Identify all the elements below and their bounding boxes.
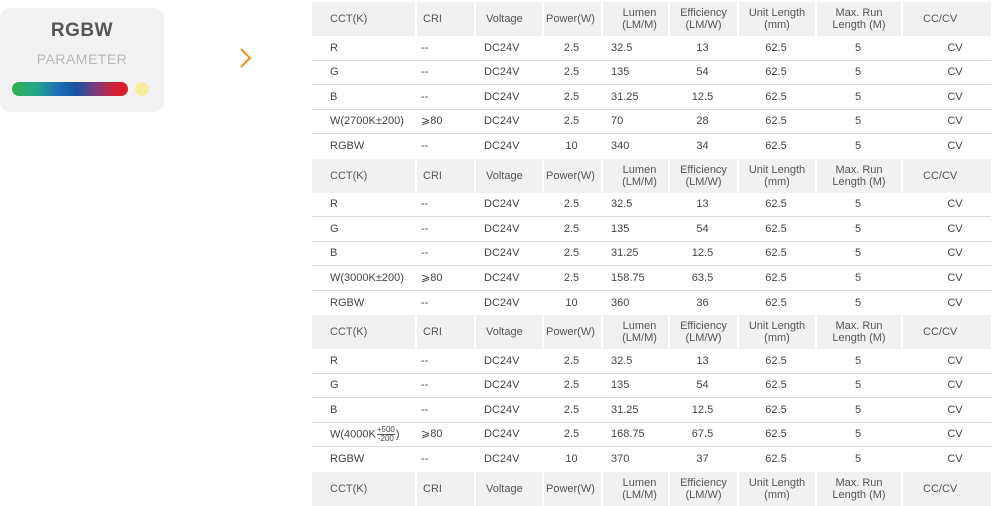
header-cct: CCT(K) (330, 169, 368, 182)
table-cell: 62.5 (765, 428, 787, 441)
table-row (312, 423, 991, 448)
table-cell: B (330, 247, 338, 260)
table-cell: DC24V (484, 296, 520, 309)
table-cell: 32.5 (611, 354, 633, 367)
table-cell: 12.5 (691, 90, 714, 103)
table-cell: 5 (854, 222, 862, 235)
table-cell: CV (947, 379, 963, 392)
table-row (312, 36, 991, 61)
table-cell: 62.5 (765, 140, 787, 153)
table-cell: 67.5 (691, 428, 714, 441)
header-voltage: Voltage (474, 2, 542, 36)
tolerance-fraction: $\frac{+500}{-200}$ (376, 424, 395, 443)
table-header-row (312, 472, 991, 506)
header-lumen: Lumen (LM/M) (601, 2, 668, 36)
table-cell: 2.5 (563, 271, 580, 284)
table-cell: 5 (854, 296, 862, 309)
table-cell: 62.5 (765, 115, 787, 128)
table-cell: 62.5 (765, 354, 787, 367)
table-cell: 5 (854, 428, 862, 441)
table-cell: W(2700K±200) (330, 115, 404, 128)
table-cell: -- (421, 403, 429, 416)
table-cell: CV (947, 41, 963, 54)
header-cri: CRI (415, 315, 474, 349)
table-cell: 62.5 (765, 247, 787, 260)
header-voltage: Voltage (474, 315, 542, 349)
table-cell: -- (421, 198, 429, 211)
table-cell: G (330, 66, 339, 79)
table-cell: CV (947, 198, 963, 211)
table-cell: 12.5 (691, 247, 714, 260)
table-cell: CV (947, 428, 963, 441)
table-cell: DC24V (484, 115, 520, 128)
table-cell: 2.5 (563, 66, 580, 79)
table-cell: 37 (696, 453, 709, 466)
table-row (312, 266, 991, 291)
table-cell: 5 (854, 453, 862, 466)
table-cell: CV (947, 140, 963, 153)
header-cri: CRI (415, 2, 474, 36)
table-cell: -- (421, 222, 429, 235)
table-row (312, 61, 991, 86)
table-cell: 10 (565, 140, 578, 153)
table-cell: CV (947, 115, 963, 128)
header-efficiency: Efficiency (LM/W) (668, 315, 737, 349)
table-cell: 370 (611, 453, 630, 466)
table-cell: -- (421, 140, 429, 153)
table-cell: 54 (696, 222, 709, 235)
table-cell: ⩾80 (421, 428, 443, 441)
table-row (312, 193, 991, 218)
header-max-run: Max. Run Length (M) (815, 315, 901, 349)
table-cell: 36 (696, 296, 709, 309)
header-lumen: Lumen (LM/M) (601, 472, 668, 506)
table-cell: 54 (696, 66, 709, 79)
table-cell: 62.5 (765, 453, 787, 466)
table-cell: CV (947, 222, 963, 235)
table-cell: DC24V (484, 198, 520, 211)
table-cell: R (330, 354, 338, 367)
table-row (312, 291, 991, 316)
header-power: Power(W) (542, 315, 601, 349)
table-cell: -- (421, 354, 429, 367)
header-efficiency: Efficiency (LM/W) (668, 159, 737, 193)
table-cell: 2.5 (563, 198, 580, 211)
table-cell: R (330, 198, 338, 211)
table-cell: DC24V (484, 428, 520, 441)
header-unit-length: Unit Length (mm) (737, 315, 815, 349)
table-cell: -- (421, 379, 429, 392)
table-cell: CV (947, 90, 963, 103)
header-voltage: Voltage (474, 159, 542, 193)
table-cell: B (330, 403, 338, 416)
header-unit-length: Unit Length (mm) (737, 472, 815, 506)
header-cc-cv: CC/CV (901, 159, 991, 193)
table-row (312, 349, 991, 374)
table-cell: 62.5 (765, 403, 787, 416)
table-cell: CV (947, 296, 963, 309)
table-row (312, 374, 991, 399)
white-color-dot (135, 82, 149, 96)
header-efficiency: Efficiency (LM/W) (668, 472, 737, 506)
table-cell: 2.5 (563, 403, 580, 416)
table-cell: DC24V (484, 271, 520, 284)
table-cell: 70 (611, 115, 624, 128)
table-cell: -- (421, 296, 429, 309)
table-cell: W(4000K $\frac{+500}{-200}$ ) (330, 424, 400, 443)
chevron-right-icon[interactable] (233, 45, 257, 71)
rgb-gradient-bar (12, 82, 128, 96)
table-cell: 62.5 (765, 198, 787, 211)
header-power: Power(W) (542, 159, 601, 193)
table-cell: 5 (854, 403, 862, 416)
header-cct: CCT(K) (330, 326, 368, 338)
table-cell: -- (421, 90, 429, 103)
table-cell: 34 (696, 140, 709, 153)
header-lumen: Lumen (LM/M) (601, 315, 668, 349)
header-cct: CCT(K) (330, 482, 368, 495)
header-efficiency: Efficiency (LM/W) (668, 2, 737, 36)
table-cell: 5 (854, 247, 862, 260)
table-cell: 5 (854, 66, 862, 79)
table-cell: RGBW (330, 296, 365, 309)
table-cell: G (330, 222, 339, 235)
table-cell: 5 (854, 140, 862, 153)
table-cell: 62.5 (765, 66, 787, 79)
table-cell: 10 (565, 296, 578, 309)
table-cell: 2.5 (563, 41, 580, 54)
header-cc-cv: CC/CV (901, 315, 991, 349)
table-cell: 62.5 (765, 379, 787, 392)
table-cell: 62.5 (765, 296, 787, 309)
table-cell: DC24V (484, 354, 520, 367)
table-cell: G (330, 379, 339, 392)
table-cell: DC24V (484, 140, 520, 153)
header-cc-cv: CC/CV (901, 472, 991, 506)
table-cell: CV (947, 453, 963, 466)
table-cell: DC24V (484, 41, 520, 54)
table-row (312, 85, 991, 110)
product-card (0, 8, 164, 112)
table-cell: DC24V (484, 379, 520, 392)
table-header-row (312, 2, 991, 36)
header-cct: CCT(K) (330, 13, 368, 25)
table-cell: 32.5 (611, 41, 633, 54)
table-cell: W(3000K±200) (330, 271, 404, 284)
table-cell: 168.75 (611, 428, 645, 441)
table-cell: RGBW (330, 140, 365, 153)
table-row (312, 110, 991, 135)
header-max-run: Max. Run Length (M) (815, 472, 901, 506)
table-cell: CV (947, 354, 963, 367)
header-cc-cv: CC/CV (901, 2, 991, 36)
table-cell: 13 (696, 41, 709, 54)
table-cell: 31.25 (611, 247, 639, 260)
table-cell: 5 (854, 41, 862, 54)
table-cell: DC24V (484, 453, 520, 466)
table-cell: 28 (696, 115, 709, 128)
table-cell: ⩾80 (421, 115, 443, 128)
header-power: Power(W) (542, 2, 601, 36)
table-header-row (312, 159, 991, 193)
table-cell: -- (421, 247, 429, 260)
table-cell: CV (947, 247, 963, 260)
table-cell: 31.25 (611, 90, 639, 103)
table-cell: 5 (854, 198, 862, 211)
table-cell: DC24V (484, 403, 520, 416)
spec-table (312, 2, 991, 506)
table-cell: 2.5 (563, 428, 580, 441)
table-cell: ⩾80 (421, 271, 443, 284)
table-row (312, 398, 991, 423)
header-lumen: Lumen (LM/M) (601, 159, 668, 193)
table-cell: 2.5 (563, 90, 580, 103)
table-cell: 13 (696, 198, 709, 211)
table-row (312, 242, 991, 267)
table-cell: R (330, 41, 338, 54)
header-max-run: Max. Run Length (M) (815, 2, 901, 36)
table-cell: -- (421, 66, 429, 79)
table-cell: 32.5 (611, 198, 633, 211)
table-cell: 135 (611, 66, 630, 79)
table-cell: 2.5 (563, 247, 580, 260)
header-voltage: Voltage (474, 472, 542, 506)
header-unit-length: Unit Length (mm) (737, 2, 815, 36)
table-cell: DC24V (484, 222, 520, 235)
table-row (312, 134, 991, 159)
table-cell: DC24V (484, 66, 520, 79)
table-cell: 54 (696, 379, 709, 392)
table-cell: 360 (611, 296, 630, 309)
table-cell: 13 (696, 354, 709, 367)
table-cell: CV (947, 271, 963, 284)
header-max-run: Max. Run Length (M) (815, 159, 901, 193)
table-cell: DC24V (484, 90, 520, 103)
table-cell: CV (947, 66, 963, 79)
header-power: Power(W) (542, 472, 601, 506)
table-cell: 5 (854, 271, 862, 284)
header-cri: CRI (415, 159, 474, 193)
table-cell: -- (421, 453, 429, 466)
table-cell: 340 (611, 140, 630, 153)
table-cell: 5 (854, 115, 862, 128)
table-cell: 135 (611, 379, 630, 392)
table-header-row (312, 315, 991, 349)
table-cell: 62.5 (765, 222, 787, 235)
header-unit-length: Unit Length (mm) (737, 159, 815, 193)
table-cell: 2.5 (563, 379, 580, 392)
card-subtitle: PARAMETER (36, 51, 128, 67)
table-cell: 63.5 (691, 271, 714, 284)
table-cell: 2.5 (563, 222, 580, 235)
table-cell: DC24V (484, 247, 520, 260)
header-cri: CRI (415, 472, 474, 506)
table-cell: RGBW (330, 453, 365, 466)
table-cell: 2.5 (563, 354, 580, 367)
table-cell: 158.75 (611, 271, 645, 284)
table-cell: 62.5 (765, 271, 787, 284)
table-cell: 62.5 (765, 90, 787, 103)
table-cell: 10 (565, 453, 578, 466)
table-cell: CV (947, 403, 963, 416)
table-cell: B (330, 90, 338, 103)
table-cell: 62.5 (765, 41, 787, 54)
card-title: RGBW (50, 20, 114, 41)
table-row (312, 217, 991, 242)
table-cell: 12.5 (691, 403, 714, 416)
table-row (312, 447, 991, 472)
table-cell: 5 (854, 90, 862, 103)
table-cell: 2.5 (563, 115, 580, 128)
table-cell: 5 (854, 379, 862, 392)
table-cell: 135 (611, 222, 630, 235)
table-cell: -- (421, 41, 429, 54)
table-cell: 5 (854, 354, 862, 367)
table-cell: 31.25 (611, 403, 639, 416)
